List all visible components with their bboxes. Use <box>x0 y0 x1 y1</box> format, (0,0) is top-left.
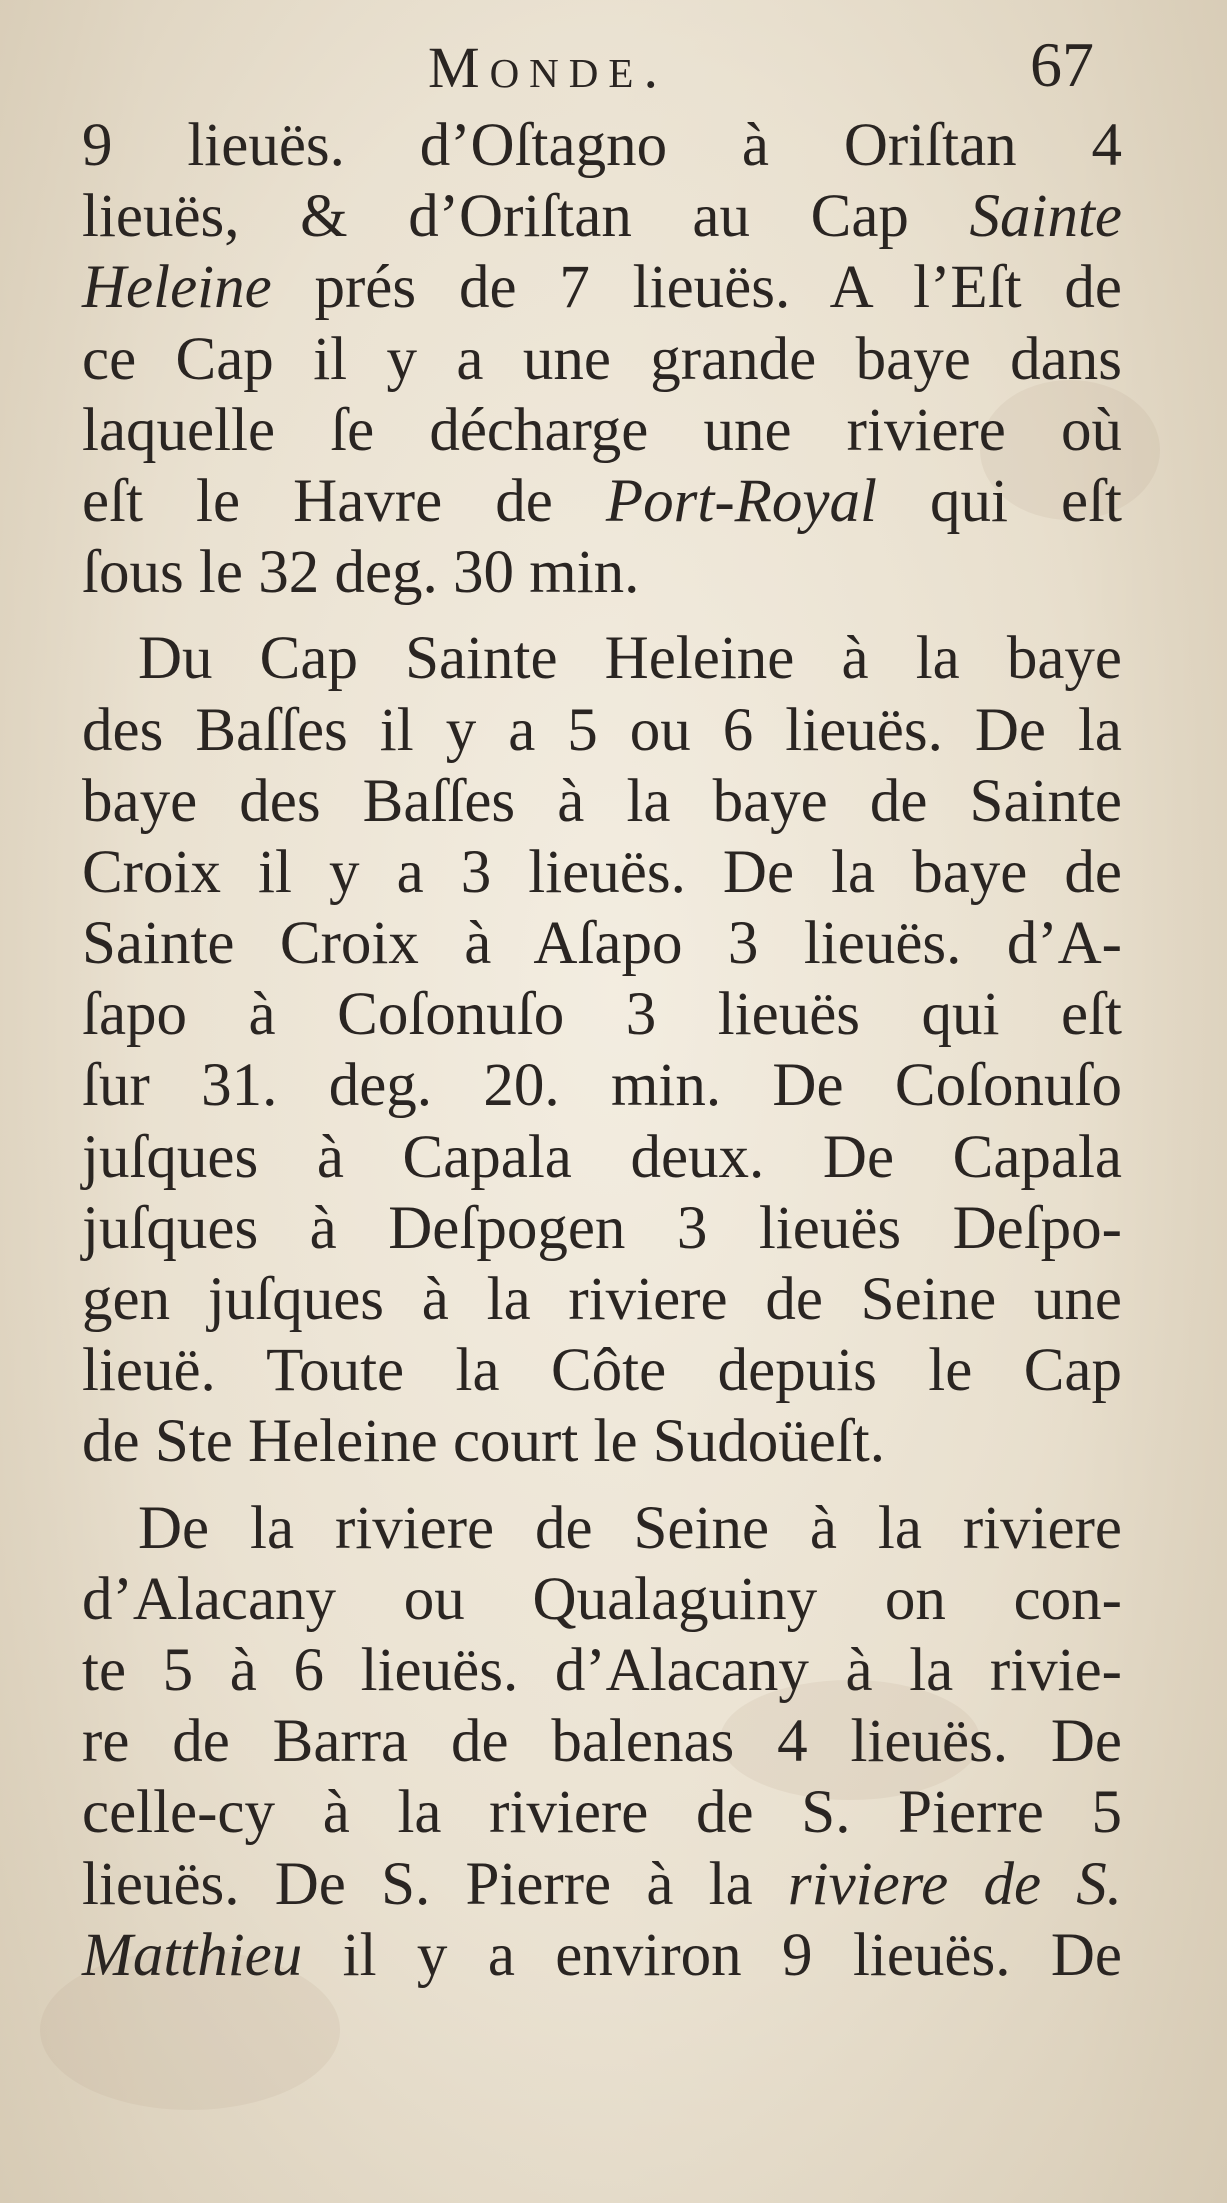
text-segment: gen juſques à la riviere de Seine une <box>82 1266 1122 1333</box>
text-line <box>82 1706 1122 1777</box>
text-segment: 9 lieuës. d’Oſtagno à Oriſtan 4 <box>82 112 1122 179</box>
text-segment: ſur 31. deg. 20. min. De Coſonuſo <box>82 1052 1122 1120</box>
text-segment: prés de 7 lieuës. A l’Eſt de <box>271 254 1122 322</box>
text-line <box>82 1493 1122 1564</box>
body-text <box>82 110 1122 1991</box>
text-segment: lieuë. Toute la Côte depuis le Cap <box>82 1337 1122 1405</box>
text-line <box>82 979 1122 1050</box>
italic-text-segment: Sainte <box>969 183 1122 251</box>
text-segment: lieuës, & d’Oriſtan au Cap <box>82 183 970 251</box>
text-line <box>82 1264 1122 1335</box>
text-line <box>82 1777 1122 1848</box>
text-line <box>82 324 1122 395</box>
text-segment: qui eſt <box>876 467 1122 535</box>
text-segment: Du Cap Sainte Heleine à la baye <box>138 625 1122 693</box>
text-segment: laquelle ſe décharge une riviere où <box>82 396 1122 464</box>
page-header <box>0 20 1227 110</box>
text-line <box>82 1849 1122 1920</box>
text-line <box>82 1193 1122 1264</box>
text-line <box>82 1920 1122 1991</box>
text-segment: ſapo à Coſonuſo 3 lieuës qui eſt <box>82 981 1122 1049</box>
text-line <box>82 1122 1122 1193</box>
text-segment: celle-cy à la riviere de S. Pierre 5 <box>82 1779 1122 1847</box>
text-line <box>82 837 1122 908</box>
text-line <box>82 1335 1122 1406</box>
text-segment: te 5 à 6 lieuës. d’Alacany à la rivie- <box>82 1636 1122 1704</box>
text-segment: juſques à Capala deux. De Capala <box>82 1123 1122 1191</box>
text-segment: il y a environ 9 lieuës. De <box>302 1921 1122 1989</box>
text-line <box>82 252 1122 323</box>
text-line <box>82 466 1122 537</box>
running-title: Monde. <box>428 35 668 100</box>
text-line <box>82 1406 1122 1477</box>
italic-text-segment: Port-Royal <box>605 467 877 535</box>
text-segment: baye des Baſſes à la baye de Sainte <box>82 767 1122 835</box>
text-line <box>82 537 1122 608</box>
text-line <box>82 110 1122 181</box>
text-line <box>82 695 1122 766</box>
text-line <box>82 908 1122 979</box>
text-line <box>82 1564 1122 1635</box>
text-segment: juſques à Deſpogen 3 lieuës Deſpo- <box>82 1194 1122 1262</box>
text-segment: des Baſſes il y a 5 ou 6 lieuës. De la <box>82 696 1122 764</box>
page-number: 67 <box>1030 29 1094 100</box>
text-segment: re de Barra de balenas 4 lieuës. De <box>82 1708 1122 1776</box>
italic-text-segment: Matthieu <box>82 1921 303 1989</box>
text-segment: eſt le Havre de <box>82 467 606 535</box>
text-segment: ce Cap il y a une grande baye dans <box>82 325 1122 393</box>
text-line <box>82 395 1122 466</box>
text-line <box>82 623 1122 694</box>
text-segment: Sainte Croix à Aſapo 3 lieuës. d’A- <box>82 910 1122 978</box>
text-line <box>82 1050 1122 1121</box>
text-segment: d’Alacany ou Qualaguiny on con- <box>82 1565 1122 1633</box>
text-line <box>82 766 1122 837</box>
text-segment: ſous le 32 deg. 30 min. <box>82 539 640 607</box>
text-line <box>82 181 1122 252</box>
italic-text-segment: riviere de S. <box>787 1850 1122 1918</box>
text-line <box>82 1635 1122 1706</box>
text-segment: de Ste Heleine court le Sudoüeſt. <box>82 1408 885 1476</box>
text-segment: De la riviere de Seine à la riviere <box>138 1494 1122 1562</box>
italic-text-segment: Heleine <box>82 254 272 322</box>
text-segment: Croix il y a 3 lieuës. De la baye de <box>82 838 1122 906</box>
text-segment: lieuës. De S. Pierre à la <box>82 1850 788 1918</box>
